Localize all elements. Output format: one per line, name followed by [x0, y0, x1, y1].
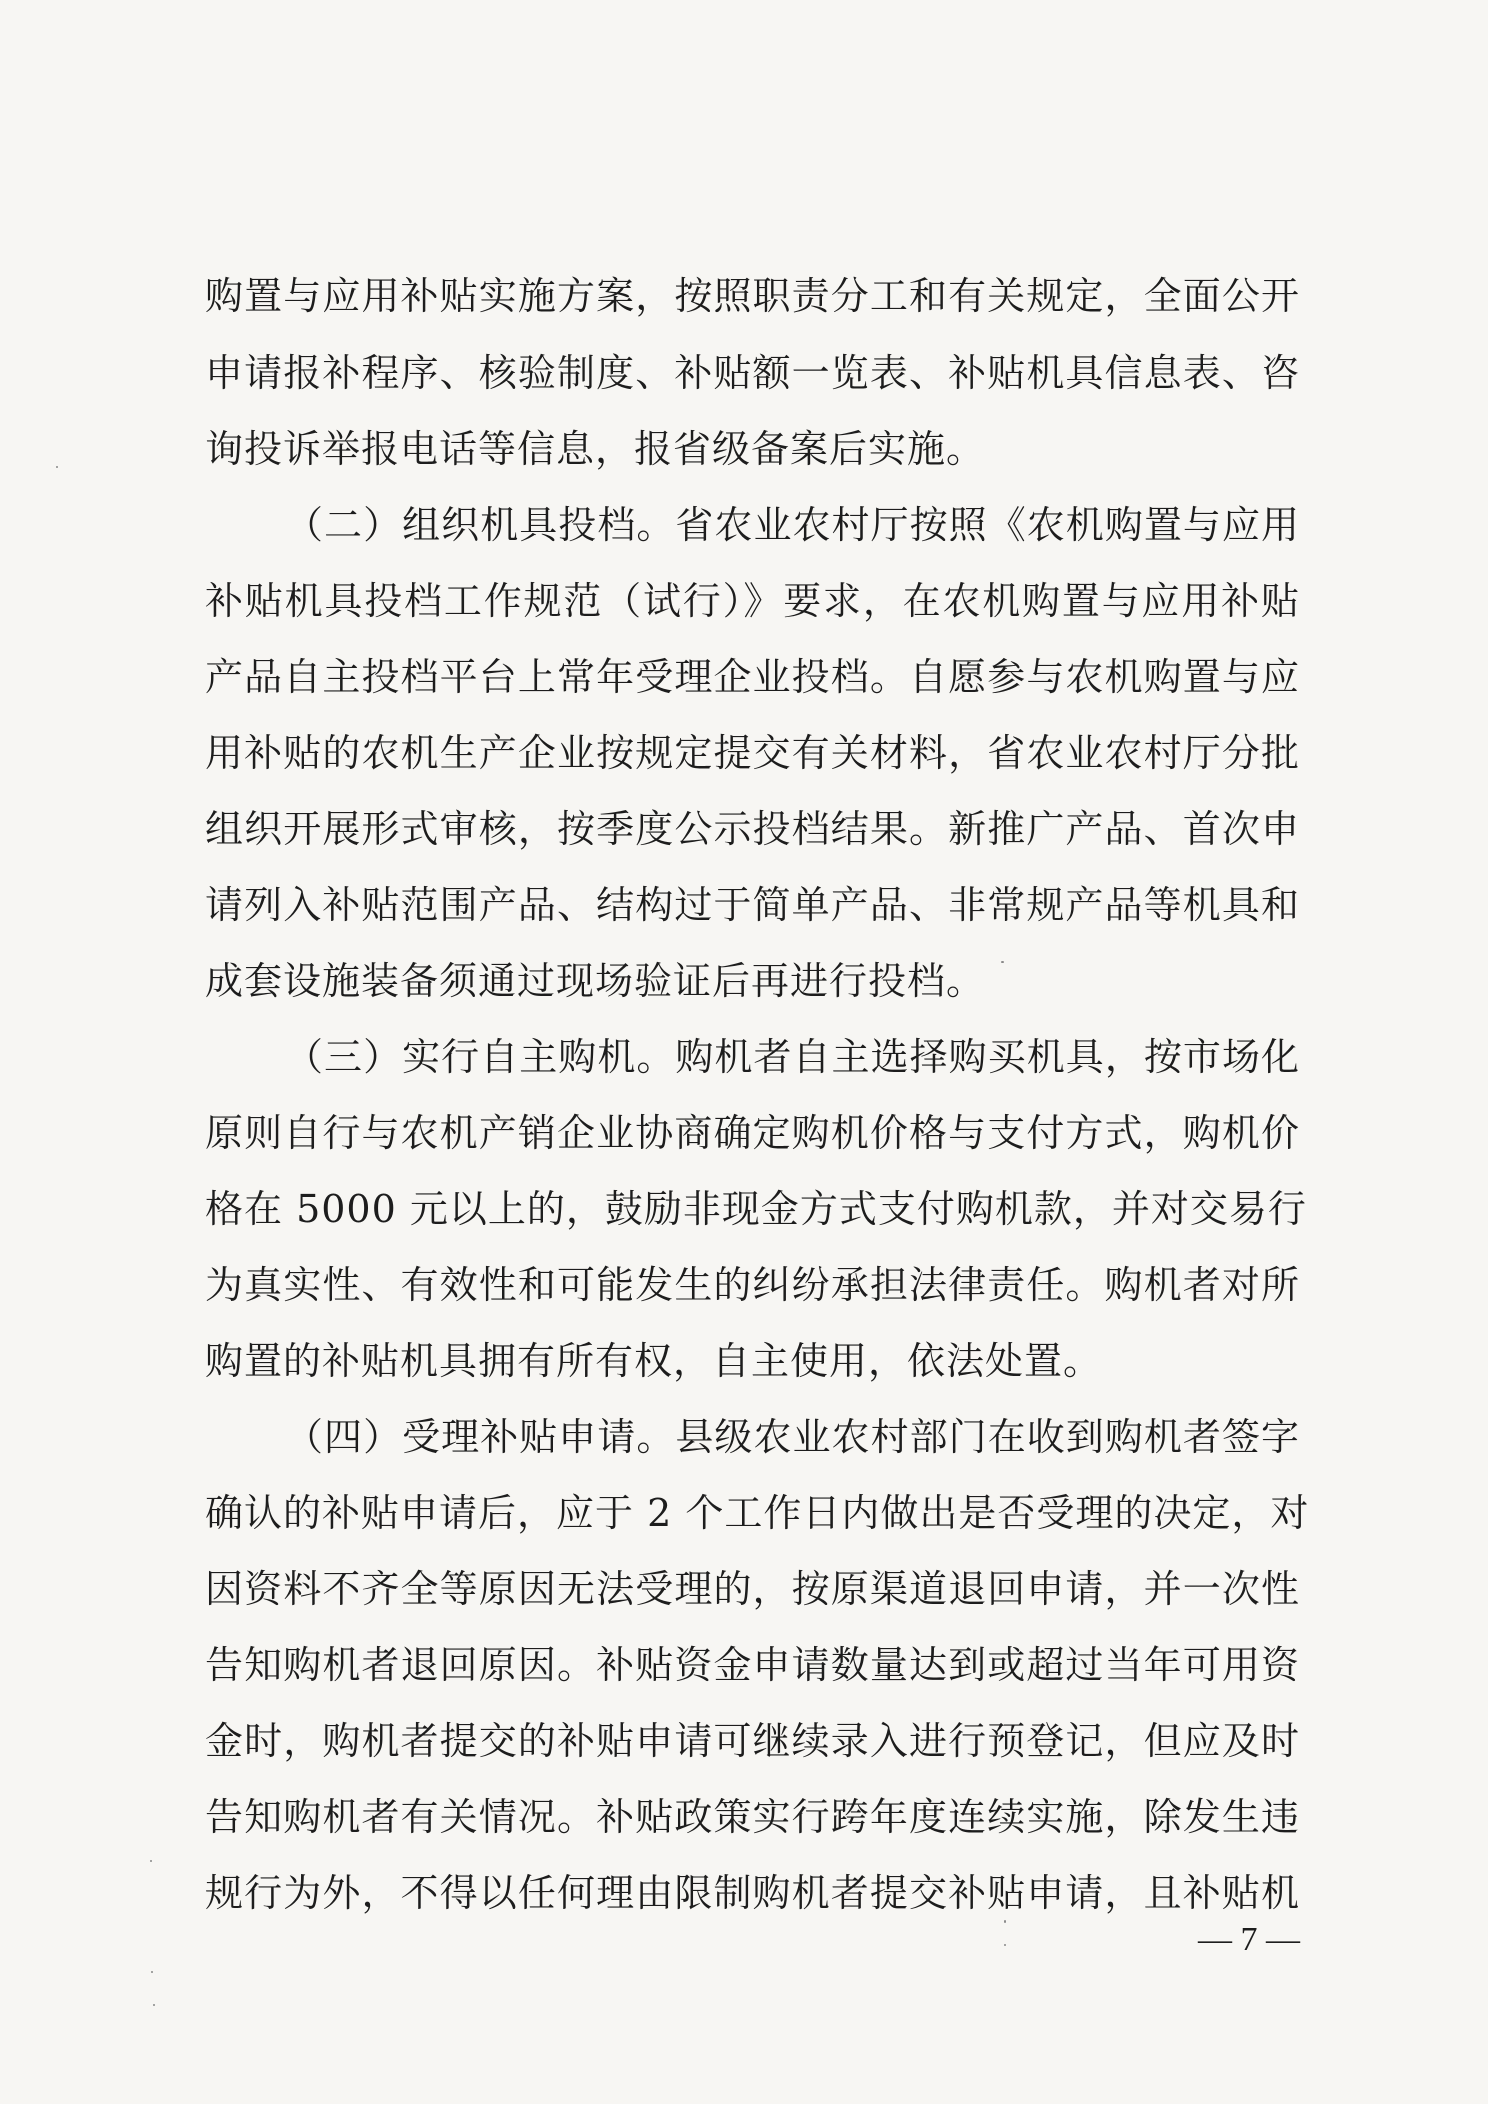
scan-speck [151, 1971, 153, 1973]
scan-speck [150, 1860, 152, 1862]
body-line-19: 告知购机者退回原因。补贴资金申请数量达到或超过当年可用资 [205, 1643, 1300, 1687]
body-line-1: 购置与应用补贴实施方案，按照职责分工和有关规定，全面公开 [205, 274, 1300, 318]
body-line-12: 原则自行与农机产销企业协商确定购机价格与支付方式，购机价 [205, 1111, 1300, 1155]
body-line-4: （二）组织机具投档。省农业农村厅按照《农机购置与应用 [285, 503, 1300, 547]
scan-speck [153, 2004, 155, 2006]
body-line-22: 规行为外，不得以任何理由限制购机者提交补贴申请，且补贴机 [205, 1871, 1300, 1915]
body-line-8: 组织开展形式审核，按季度公示投档结果。新推广产品、首次申 [205, 807, 1300, 851]
body-line-17: 确认的补贴申请后，应于 2 个工作日内做出是否受理的决定，对 [205, 1491, 1310, 1535]
body-line-5: 补贴机具投档工作规范（试行）》要求，在农机购置与应用补贴 [205, 579, 1300, 623]
body-line-18: 因资料不齐全等原因无法受理的，按原渠道退回申请，并一次性 [205, 1567, 1300, 1611]
page-number: — 7 — [1198, 1921, 1300, 1958]
body-line-3: 询投诉举报电话等信息，报省级备案后实施。 [205, 427, 986, 471]
scan-speck [1001, 961, 1004, 963]
body-line-10: 成套设施装备须通过现场验证后再进行投档。 [205, 959, 986, 1003]
body-line-2: 申请报补程序、核验制度、补贴额一览表、补贴机具信息表、咨 [205, 351, 1300, 395]
body-line-7: 用补贴的农机生产企业按规定提交有关材料，省农业农村厅分批 [205, 731, 1300, 775]
body-line-9: 请列入补贴范围产品、结构过于简单产品、非常规产品等机具和 [205, 883, 1300, 927]
body-line-16: （四）受理补贴申请。县级农业农村部门在收到购机者签字 [285, 1415, 1300, 1459]
body-line-13: 格在 5000 元以上的，鼓励非现金方式支付购机款，并对交易行 [205, 1187, 1307, 1231]
body-line-20: 金时，购机者提交的补贴申请可继续录入进行预登记，但应及时 [205, 1719, 1300, 1763]
body-line-14: 为真实性、有效性和可能发生的纠纷承担法律责任。购机者对所 [205, 1263, 1300, 1307]
scan-speck [1004, 1920, 1006, 1923]
scan-speck [56, 466, 58, 468]
body-line-21: 告知购机者有关情况。补贴政策实行跨年度连续实施，除发生违 [205, 1795, 1300, 1839]
scan-speck [1004, 1944, 1006, 1946]
body-line-6: 产品自主投档平台上常年受理企业投档。自愿参与农机购置与应 [205, 655, 1300, 699]
body-line-11: （三）实行自主购机。购机者自主选择购买机具，按市场化 [285, 1035, 1300, 1079]
body-line-15: 购置的补贴机具拥有所有权，自主使用，依法处置。 [205, 1339, 1103, 1383]
